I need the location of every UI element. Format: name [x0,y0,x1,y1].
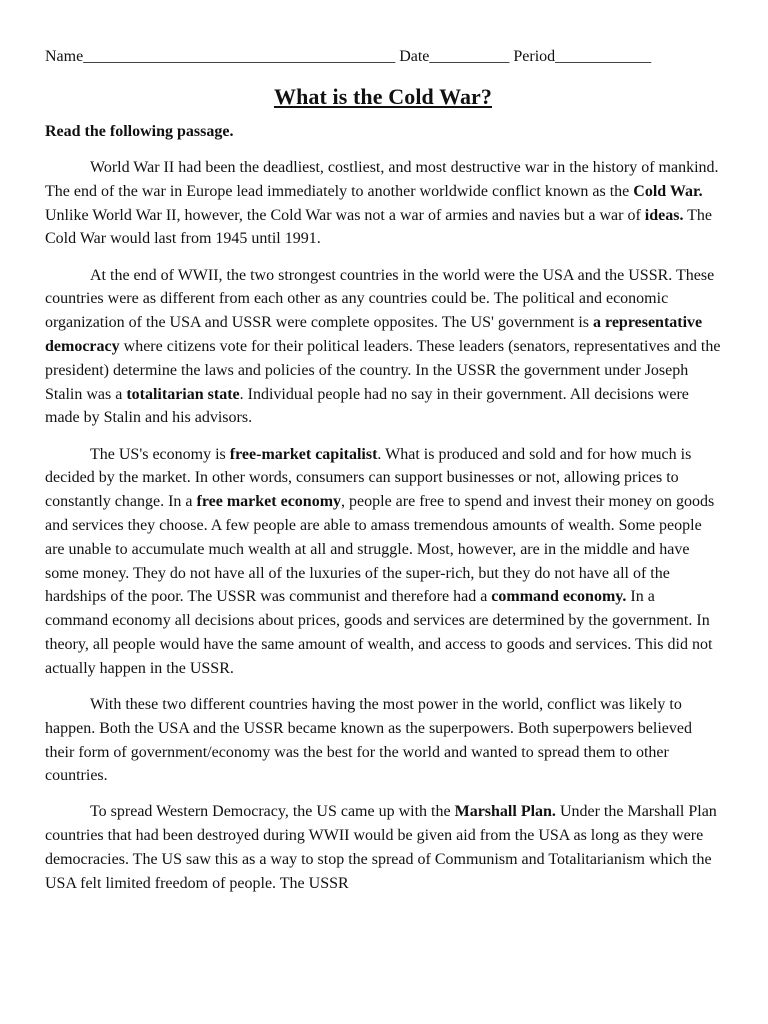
period-field[interactable]: Period____________ [513,48,652,65]
paragraph-governments [45,264,721,431]
term-marshall-plan: Marshall Plan. [454,803,556,821]
student-info-header [45,44,721,70]
text-run: To spread Western Democracy, the US came up with the [90,803,455,821]
term-command-economy: command economy. [491,588,627,606]
worksheet-title: What is the Cold War? [273,84,493,109]
text-run: With these two different countries having the most power in the world, conflict was likely to happen. Both the USA and the USSR became known as the superpowers. Both superpowers believed their form of government/economy was the best for the world and wanted to spread them to other countries. [45,695,692,785]
term-free-market-capitalist: free-market capitalist [229,445,378,463]
instructions: Read the following passage. [45,123,234,140]
paragraph-marshall-plan [45,800,721,895]
text-run: . Individual people had no say in their government. All decisions were made by Stalin and his advisors. [45,385,689,427]
text-run: . What is produced and sold and for how much is decided by the market. In other words, consumers can support businesses or not, allowing prices to constantly change. In a [45,445,692,511]
text-run: World War II had been the deadliest, costliest, and most destructive war in the history of mankind. The end of the war in Europe lead immediately to another worldwide conflict known as the [45,159,719,200]
term-free-market-economy: free market economy [196,493,342,511]
term-cold-war: Cold War. [633,182,703,200]
paragraph-economies [45,443,721,681]
text-run: , people are free to spend and invest their money on goods and services they choose. A few people are able to amass tremendous amounts of wealth. Some people are unable to accumulate much wealth at all and struggle. Most, however, are in the middle and have some money. They do not have all of the luxuries of the super-rich, but they do not have all of the hardships of the poor. The USSR was communist and therefore had a [45,493,715,606]
text-run: In a command economy all decisions about prices, goods and services are determined by the government. In theory, all people would have the same amount of wealth, and access to goods and services. This did not actually happen in the USSR. [45,588,713,677]
text-run: The US's economy is [90,445,230,463]
text-run: Unlike World War II, however, the Cold War was not a war of armies and navies but a war of [45,206,645,224]
worksheet-page [45,44,721,908]
term-ideas: ideas. [644,206,684,224]
term-representative-democracy: a representative democracy [45,314,703,355]
paragraph-superpowers [45,693,721,788]
text-run: The Cold War would last from 1945 until 1991. [45,206,713,248]
term-totalitarian-state: totalitarian state [126,385,240,403]
name-field[interactable]: Name_______________________________________ [45,48,396,65]
text-run: At the end of WWII, the two strongest countries in the world were the USA and the USSR. These countries were as different from each other as any countries could be. The political and economic organization of the USA and USSR were complete opposites. The US' government is [45,266,715,332]
paragraph-cold-war-intro [45,156,721,251]
date-field[interactable]: Date__________ [399,48,510,65]
text-run: where citizens vote for their political leaders. These leaders (senators, representatives and the president) determine the laws and policies of the country. In the USSR the government under Joseph Stalin was a [45,337,721,403]
text-run: Under the Marshall Plan countries that had been destroyed during WWII would be given aid from the USA as long as they were democracies. The US saw this as a way to stop the spread of Communism and Totalitarianism which the USA felt limited freedom of people. The USSR [45,803,717,892]
